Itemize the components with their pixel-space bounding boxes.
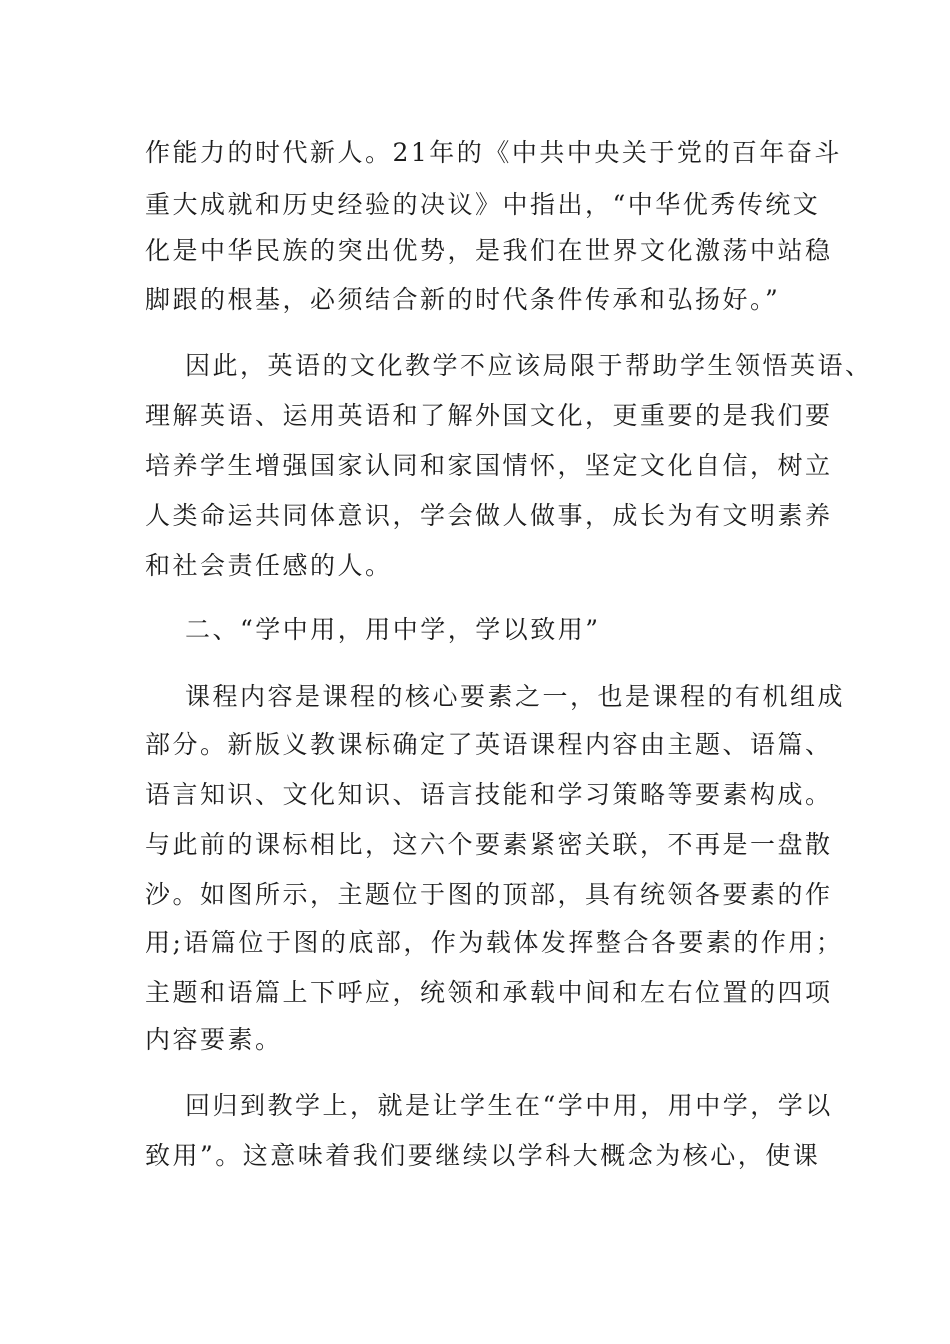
text-line: 因此，英语的文化教学不应该局限于帮助学生领悟英语、 [185, 351, 873, 380]
text-line: 重大成就和历史经验的决议》中指出，“中华优秀传统文 [145, 190, 821, 219]
text-line: 培养学生增强国家认同和家国情怀，坚定文化自信，树立 [145, 451, 833, 480]
text-line: 化是中华民族的突出优势，是我们在世界文化激荡中站稳 [145, 236, 833, 265]
text-line: 主题和语篇上下呼应，统领和承载中间和左右位置的四项 [145, 978, 833, 1007]
text-line: 沙。如图所示，主题位于图的顶部，具有统领各要素的作 [145, 880, 833, 909]
text-line: 课程内容是课程的核心要素之一，也是课程的有机组成 [185, 682, 846, 711]
text-line: 人类命运共同体意识，学会做人做事，成长为有文明素养 [145, 501, 833, 530]
text-line: 脚跟的根基，必须结合新的时代条件传承和弘扬好。” [145, 285, 781, 314]
text-line: 语言知识、文化知识、语言技能和学习策略等要素构成。 [145, 780, 833, 809]
text-line: 作能力的时代新人。21年的《中共中央关于党的百年奋斗 [145, 138, 842, 167]
text-line: 内容要素。 [145, 1025, 283, 1054]
text-line: 与此前的课标相比，这六个要素紧密关联，不再是一盘散 [145, 830, 833, 859]
text-line: 致用”。这意味着我们要继续以学科大概念为核心，使课 [145, 1141, 821, 1170]
text-line: 理解英语、运用英语和了解外国文化，更重要的是我们要 [145, 401, 833, 430]
text-line: 部分。新版义教课标确定了英语课程内容由主题、语篇、 [145, 730, 833, 759]
text-line: 回归到教学上，就是让学生在“学中用，用中学，学以 [185, 1091, 833, 1120]
text-line: 用;语篇位于图的底部，作为载体发挥整合各要素的作用； [145, 928, 844, 957]
text-line: 和社会责任感的人。 [145, 551, 393, 580]
section-heading: 二、“学中用，用中学，学以致用” [185, 615, 601, 644]
